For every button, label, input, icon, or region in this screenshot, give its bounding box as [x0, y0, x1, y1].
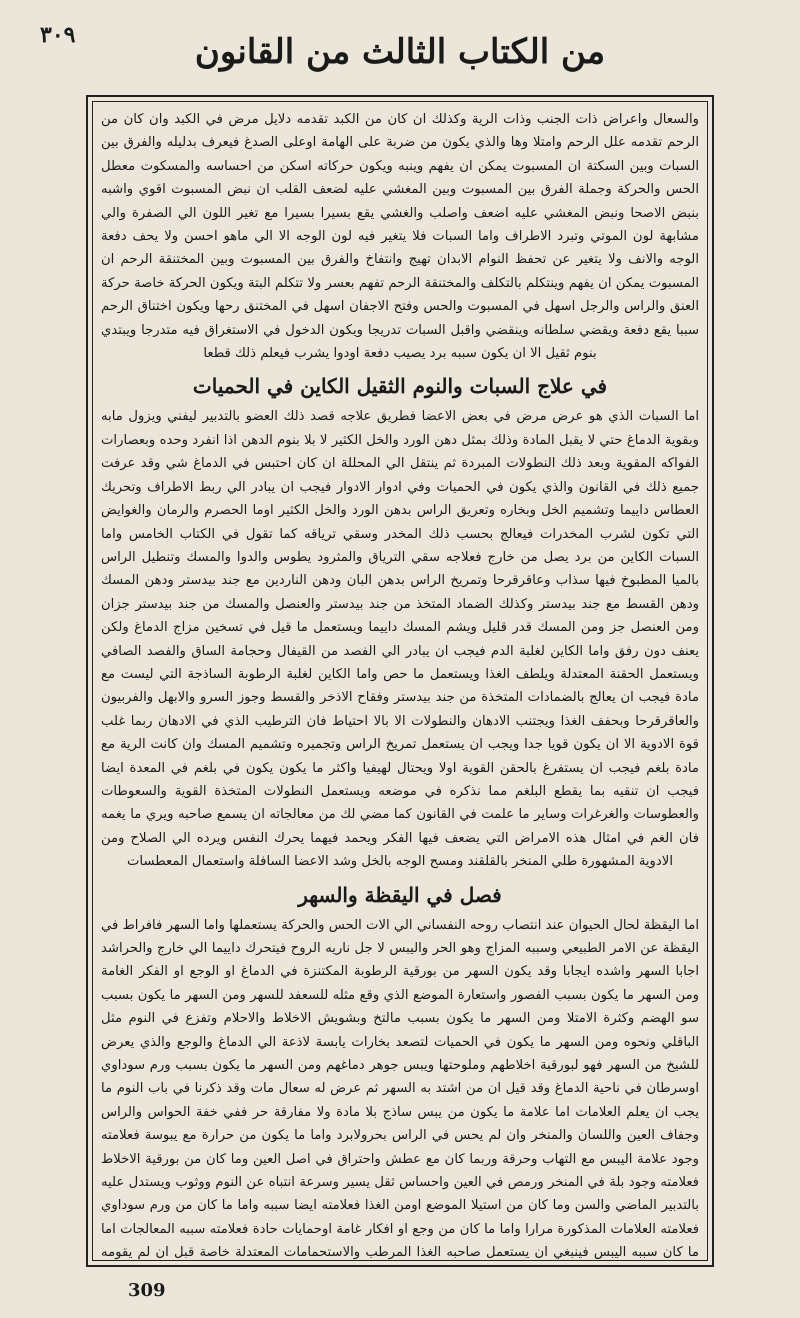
footer-page-number: 309 — [128, 1280, 166, 1301]
text-frame-inner — [92, 101, 708, 1261]
header-page-number: ٣٠٩ — [40, 22, 76, 48]
text-frame — [86, 95, 714, 1267]
header-title: من الكتاب الثالث من القانون — [194, 32, 606, 72]
paragraph-section-2: اما اليقظة لحال الحيوان عند انتصاب روحه النفساني الي الات الحس والحركة يستعملها واما السهر فافراط في اليقظة عن الامر الطبيعي وسببه المزاج وهو الحر واليبس لا جل ناريه الروح فيتحرك داييما الي خارج والحراشد اجابا السهر واشده ايجابا وقد يكون السهر من بورقية الرطوبة المكتنزة في الدماغ او الوجع او الفكر الغامة ومن السهر ما يكون بسبب الفصور واستعارة الموضع الذي وقع مثله للسعفد للسهر ومن السهر ما يكون بسبب سو الهضم وكثرة الامتلا ومن السهر ما يكون بسبب مالتخ وبشويش الاخلاط والاحلام وتفزع في النوم مثل الباقلي ونحوه ومن السهر ما يكون في الحميات لتصعد بخارات يابسة لاذعة الي الدماغ والوجع والذي يعرض للشيخ من السهر فهو لبورقية اخلاطهم وملوحتها ويبس جوهر دماغهم ومن السهر ما يكون بسبب ورم سوداوي اوسرطان في ناحية الدماغ وقد قيل ان من اشتد به السهر ثم عرض له سعال مات وقد ذكرنا في باب النوم ما يجب ان يعلم العلامات اما علامة ما يكون من يبس ساذج بلا مادة ولا مفارقة حر ففي خفة الحواس والراس وجفاف العين واللسان والمنخر وان لم يحس في الراس بحرولابرد واما ما يكون من حرارة مع يبوسة فعلامته وجود علامة اليبس مع التهاب وحرقة وربما كان مع عطش واحتراق في اصل العين وما كان من بورقية الاخلاط فعلامته وجود بلة في المنخر ورمص في العين واحساس ثقل يسير وسرعة انتباه عن النوم ووثوب ويستدل عليه بالتدبير الماضي والسن وما كان من استيلا الموضع اومن الغذا فعلامته ايضا سببه واما ما كان من ورم سوداوي فعلامته العلامات المذكورة مرارا واما ما كان من وجع او افكار غامة اوحمايات حادة فعلامته سببه المعالجات اما ما كان سببه اليبس فينبغي ان يستعمل صاحبه الغذا المرطب والاستحمامات المعتدلة خاصة قبل ان لم يقومه — [101, 917, 699, 1261]
paragraph-intro: والسعال واعراض ذات الجنب وذات الرية وكذلك ان كان من الكبد تقدمه دلايل مرض في الكبد وان كان من الرحم تقدمه علل الرحم وامتلا وها والذي يكون من ضربة على الهامة اوعلى الصدغ فيعرف بدليله والفرق بين السبات وبين السكتة ان المسبوت يمكن ان يفهم وينبه ويكون حركاته اسكن من احساسه والمسكوت معطل الحس والحركة وجملة الفرق بين المسبوت وبين المغشي عليه لضعف القلب ان نبض المسبوت اقوي واشبه بنبض الاصحا ونبض المغشي عليه اضعف واصلب والغشي يقع بسيرا بسيرا مع تغير اللون الي الصفرة والي مشابهة لون الموتي وتبرد الاطراف واما السبات فلا يتغير فيه لون الوجه الا الي ماهو احسن ولا يحف دفعة الوجه والانف ولا يتغير عن تحفظ النوام الابدان تهيج وانتفاخ والفرق بين المسبوت وبين المختنقة الرحم ان المسبوت يمكن ان يفهم وينتكلم بالتكلف والمختنقة الرحم تفهم بعسر ولا تتكلم البتة ويكون الحركة خاصة حركة العنق والراس والرجل اسهل في المسبوت والحس وفتح الاجفان اسهل في المختنق رحها ويكون اختناق الرحم سببا يقع دفعة ويقضي سلطانه وينقضي واقبل السبات تدريجا ويكون الدخول في الاستغراق فيه متدرجا ويبتدي بنوم ثقيل الا ان يكون سببه برد يصيب دفعة اودوا يشرب فيعلم ذلك قطعا — [101, 112, 699, 362]
running-head — [60, 22, 740, 82]
section-heading: فصل في اليقظة والسهر — [298, 882, 502, 907]
paragraph-section-1: اما السبات الذي هو عرض مرض في بعض الاعضا فطريق علاجه قصد ذلك العضو بالتدبير ليفني ويزول مابه وبقوية الدماغ حتي لا يقبل المادة وذلك بمثل دهن الورد والخل الكثير لا بلا بنوم الدهن اذا انفرد وحده وبعصارات الفواكه المقوية وبعد ذلك النطولات المبردة ثم ينتقل الي المحللة ان كان احتبس في الدماغ شي وقد عرفت جميع ذلك في القانون والذي يكون في الحميات وفي ادوار الادوار فيجب ان يبادر الي ربط الاطراف وتحريك العطاس داييما وتشميم الخل وبخاره وتعريق الراس بدهن الورد والخل الكثير اوما الحصرم والرمان والغوايض التي تكون لشرب المخدرات فيعالج بحسب ذلك المخدر وسقي ترياقه كما تقول في الكتاب الخامس واما السبات الكاين من برد يصل من خارج فعلاجه سقي الترياق والمثرود يطوس والدوا والمسك وتنطيل الراس بالميا المطبوخ فيها سذاب وعاقرقرحا وتمريخ الراس بدهن البان ودهن الناردين مع جند بيدستر ودهن المسك ودهن القسط مع جند بيدستر وكذلك الضماد المتخذ من جند بيدستر والعنصل والمسك من جند بيدستر جزان ومن العنصل جز ومن المسك قدر قليل ويشم المسك داييما ويستعمل ما قيل في تسخين مزاج الدماغ ولكن يعنف دون رفق واما الكاين لغلبة الدم فيجب ان يبادر الي الفصد من القيفال وحجامة الساق والفصد الصافي ويستعمل الحقنة المعتدلة ويلطف الغذا ويستعمل ما حص واما الكاين لغلبة الرطوبة الساذجة التي ليست مع مادة فيجب ان يعالج بالضمادات المتخذة من جند بيدستر وفقاح الاذخر والقسط وجوز السرو والابهل والفربيون والعاقرقرحا وبحفف الغذا ويجتنب الادهان والنطولات الا بالا احتياط فان الترطيب الذي في الادهان ربما غلب قوة الادوية الا ان يكون قويا جدا ويجب ان يستعمل تمريخ الراس وتجميره وتشميم المسك وان كانت الرية مع مادة بلغم فيجب ان يستفرغ بالحقن القوية اولا ويحتال لهيفيا واكثر ما يكون يكون في بلغم في المعدة ايضا فيجب ان تنقيه بما يقطع البلغم مما نذكره في موضعه ويستعمل النطولات المتخذة القوية والسعوطات والعطوسات والغرغرات وساير ما علمت في القانون كما مضي لك من معالجاته ان يسمع صاحبه ويري ما يغمه فان الغم في امثال هذه الامراض التي يضعف فيها الفكر ويحمد فيهما يحرك النفس ويرده الي الصلاح ومن الادوية المشهورة طلي المنخر بالقلقند ومسح الوجه بالخل وشد الاعضا السافلة واستعمال المعطسات — [101, 409, 699, 870]
section-heading: في علاج السبات والنوم الثقيل الكاين في الحميات — [192, 374, 608, 399]
